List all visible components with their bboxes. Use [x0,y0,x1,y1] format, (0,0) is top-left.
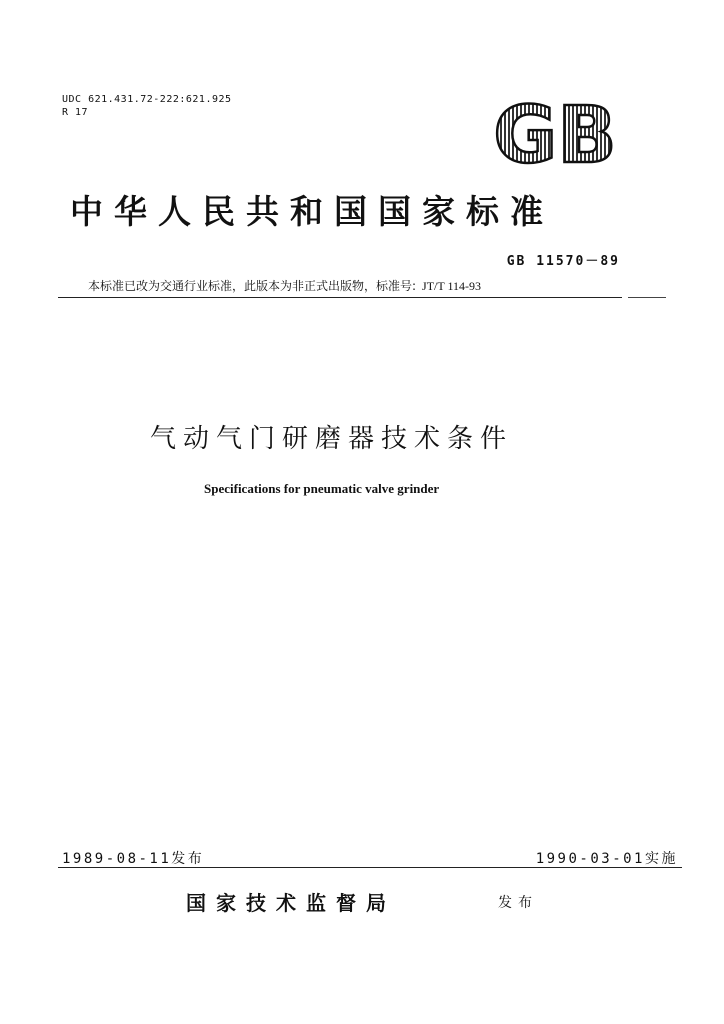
implementation-date: 1990-03-01实施 [535,851,678,867]
notice-code: JT/T 114-93 [422,279,482,293]
gb-logo-text: GB [493,100,617,172]
notice-text: 本标准已改为交通行业标准，此版本为非正式出版物，标准号: [88,279,417,293]
document-title: 气动气门研磨器技术条件 [150,424,514,454]
issue-date: 1989-08-11发布 [62,851,205,867]
standard-number: GB 11570－89 [506,254,620,269]
main-title: 中华人民共和国国家标准 [70,192,554,231]
replacement-notice [88,277,481,294]
header-divider [58,297,622,298]
issuer-verb: 发布 [498,895,538,911]
header-divider-tail [628,297,666,298]
category-code: R 17 [62,107,89,118]
issuing-authority: 国家技术监督局 [186,891,396,915]
classification-block [62,93,232,119]
footer-divider [58,867,682,868]
udc-code: UDC 621.431.72-222:621.925 [62,94,232,105]
document-subtitle: Specifications for pneumatic valve grinder [204,481,440,496]
gb-logo [480,100,630,172]
